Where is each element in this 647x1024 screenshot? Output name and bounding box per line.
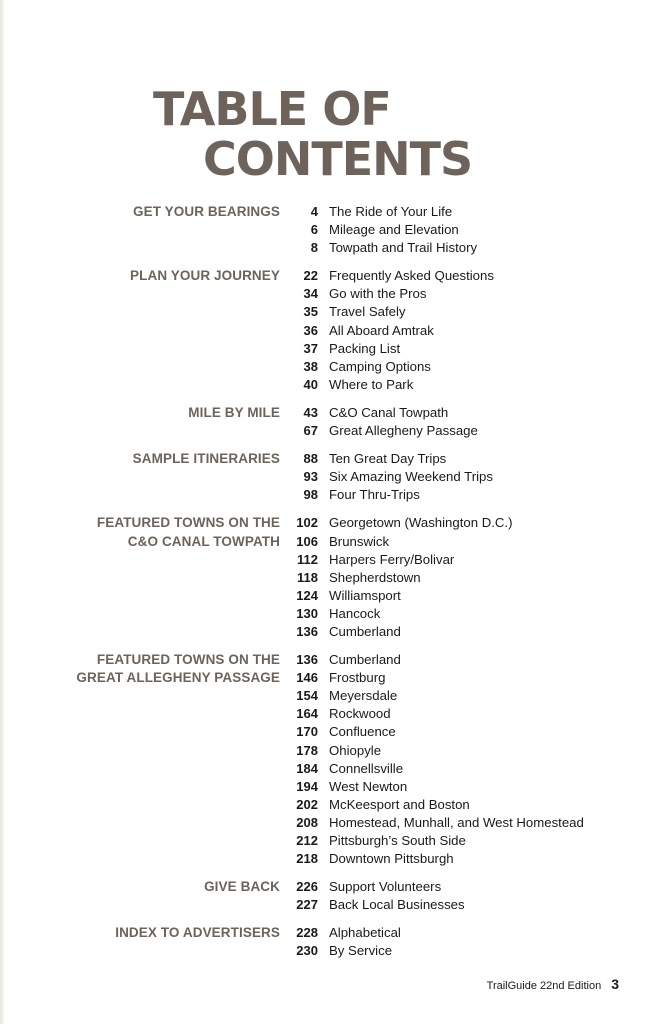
- toc-entry[interactable]: [0, 267, 647, 285]
- toc-entry[interactable]: [0, 687, 647, 705]
- entry-page-number: 118: [297, 569, 318, 585]
- page-title-line-1: TABLE OF: [153, 82, 391, 136]
- entry-page-number: 124: [296, 587, 318, 603]
- entry-page-number: 226: [296, 879, 318, 895]
- section-heading-line: SAMPLE ITINERARIES: [132, 451, 280, 467]
- toc-entry[interactable]: [0, 760, 647, 778]
- entry-title: Rockwood: [329, 706, 391, 722]
- toc-entry[interactable]: [0, 404, 647, 422]
- entry-title: Meyersdale: [329, 688, 398, 704]
- entry-title: Ohiopyle: [329, 742, 382, 758]
- toc-entry[interactable]: [0, 468, 647, 486]
- entry-page-number: 136: [296, 652, 318, 668]
- entry-title: West Newton: [329, 778, 408, 794]
- entry-page-number: 184: [296, 760, 318, 776]
- entry-page-number: 208: [296, 814, 318, 830]
- toc-section: [0, 514, 647, 641]
- section-heading-line: GREAT ALLEGHENY PASSAGE: [76, 670, 280, 686]
- section-heading-line: C&O CANAL TOWPATH: [127, 533, 280, 549]
- entry-title: Packing List: [329, 340, 401, 356]
- page-footer: [487, 976, 619, 992]
- entry-title: Confluence: [329, 724, 396, 740]
- toc-entry[interactable]: [0, 358, 647, 376]
- entry-title: Pittsburgh’s South Side: [329, 833, 466, 848]
- toc-section: [0, 267, 647, 394]
- section-heading-line: GIVE BACK: [204, 879, 280, 895]
- entry-page-number: 37: [303, 340, 318, 356]
- entry-title: Camping Options: [329, 358, 431, 374]
- entry-page-number: 93: [303, 469, 318, 485]
- entry-page-number: 35: [303, 304, 318, 320]
- entry-title: Downtown Pittsburgh: [329, 851, 454, 867]
- toc-entry[interactable]: [0, 723, 647, 741]
- toc-entry[interactable]: [0, 450, 647, 468]
- entry-title: Six Amazing Weekend Trips: [329, 469, 493, 485]
- entry-page-number: 218: [296, 851, 318, 867]
- entry-title: Where to Park: [329, 376, 414, 392]
- entry-page-number: 227: [296, 897, 318, 913]
- entry-page-number: 36: [303, 322, 318, 338]
- toc-entry[interactable]: [0, 239, 647, 257]
- entry-title: Georgetown (Washington D.C.): [329, 515, 513, 531]
- entry-page-number: 194: [296, 778, 318, 794]
- entry-page-number: 136: [296, 623, 318, 639]
- toc-section: [0, 203, 647, 257]
- entry-title: Back Local Businesses: [329, 897, 465, 913]
- toc-entry[interactable]: [0, 942, 647, 960]
- entry-title: Four Thru-Trips: [329, 487, 420, 503]
- entry-page-number: 88: [303, 451, 318, 467]
- toc-entry[interactable]: [0, 742, 647, 760]
- toc-section: [0, 450, 647, 504]
- toc-entry[interactable]: [0, 896, 647, 914]
- entry-page-number: 112: [297, 551, 318, 567]
- entry-page-number: 8: [310, 240, 318, 256]
- entry-title: Cumberland: [329, 623, 401, 639]
- toc-section: [0, 878, 647, 914]
- toc-entry[interactable]: [0, 422, 647, 440]
- toc-entry[interactable]: [0, 623, 647, 641]
- toc-entry[interactable]: [0, 878, 647, 896]
- entry-title: Towpath and Trail History: [329, 240, 478, 256]
- entry-title: C&O Canal Towpath: [329, 404, 449, 420]
- toc-entry[interactable]: [0, 796, 647, 814]
- entry-page-number: 34: [303, 286, 318, 302]
- entry-page-number: 106: [296, 533, 318, 549]
- entry-page-number: 43: [303, 404, 318, 420]
- toc-entry[interactable]: [0, 486, 647, 504]
- edition-label: TrailGuide 22nd Edition: [486, 980, 602, 992]
- entry-title: By Service: [329, 943, 393, 959]
- entry-page-number: 212: [296, 833, 318, 848]
- entry-title: Homestead, Munhall, and West Homestead: [329, 814, 584, 830]
- page-title-line-2: CONTENTS: [203, 132, 473, 186]
- toc-entry[interactable]: [0, 850, 647, 868]
- toc-entry[interactable]: [0, 533, 647, 551]
- entry-title: McKeesport and Boston: [329, 796, 470, 812]
- entry-title: Ten Great Day Trips: [329, 451, 447, 467]
- entry-title: Cumberland: [329, 652, 401, 668]
- entry-title: Shepherdstown: [329, 569, 421, 585]
- entry-page-number: 154: [296, 688, 318, 704]
- toc-entry[interactable]: [0, 778, 647, 796]
- entry-page-number: 38: [303, 358, 318, 374]
- entry-page-number: 178: [296, 742, 318, 758]
- toc-entry[interactable]: [0, 221, 647, 239]
- entry-page-number: 130: [296, 605, 318, 621]
- toc-entry[interactable]: [0, 569, 647, 587]
- toc-entry[interactable]: [0, 340, 647, 358]
- entry-page-number: 146: [296, 670, 318, 686]
- toc-entry[interactable]: [0, 551, 647, 569]
- entry-page-number: 98: [303, 487, 318, 503]
- toc-entry[interactable]: [0, 303, 647, 321]
- entry-title: Harpers Ferry/Bolivar: [329, 551, 455, 567]
- section-heading-line: PLAN YOUR JOURNEY: [130, 268, 280, 284]
- entry-page-number: 170: [296, 724, 318, 740]
- entry-title: Travel Safely: [329, 304, 406, 320]
- toc-entry[interactable]: [0, 322, 647, 340]
- toc-entry[interactable]: [0, 203, 647, 221]
- entry-page-number: 4: [310, 204, 318, 219]
- page-number: 3: [611, 976, 619, 992]
- entry-page-number: 202: [296, 796, 318, 812]
- section-heading-line: FEATURED TOWNS ON THE: [96, 515, 280, 531]
- toc-entry[interactable]: [0, 924, 647, 942]
- entry-page-number: 164: [296, 706, 318, 722]
- entry-title: Frostburg: [329, 670, 386, 686]
- toc-section: [0, 924, 647, 960]
- toc-entry[interactable]: [0, 376, 647, 394]
- entry-title: Mileage and Elevation: [329, 222, 459, 238]
- entry-title: Hancock: [329, 605, 381, 621]
- toc-entry[interactable]: [0, 651, 647, 669]
- entry-page-number: 6: [310, 222, 318, 238]
- toc-entry[interactable]: [0, 814, 647, 832]
- entry-title: The Ride of Your Life: [329, 204, 453, 219]
- entry-title: Williamsport: [329, 587, 401, 603]
- entry-page-number: 67: [303, 423, 318, 439]
- toc-entry[interactable]: [0, 669, 647, 687]
- entry-page-number: 22: [303, 268, 318, 284]
- toc-section: [0, 651, 647, 868]
- table-of-contents: [0, 203, 647, 971]
- entry-title: Brunswick: [329, 533, 390, 549]
- toc-entry[interactable]: [0, 832, 647, 850]
- toc-entry[interactable]: [0, 587, 647, 605]
- toc-entry[interactable]: [0, 514, 647, 532]
- entry-title: Go with the Pros: [329, 286, 427, 302]
- section-heading-line: FEATURED TOWNS ON THE: [96, 652, 280, 668]
- entry-title: Alphabetical: [329, 925, 401, 941]
- entry-title: Support Volunteers: [329, 879, 442, 895]
- section-heading-line: INDEX TO ADVERTISERS: [115, 925, 280, 941]
- entry-title: Great Allegheny Passage: [329, 423, 478, 439]
- entry-page-number: 40: [303, 376, 318, 392]
- section-heading-line: MILE BY MILE: [188, 404, 280, 420]
- entry-title: Frequently Asked Questions: [329, 268, 494, 284]
- toc-entry[interactable]: [0, 705, 647, 723]
- entry-page-number: 230: [296, 943, 318, 959]
- toc-entry[interactable]: [0, 605, 647, 623]
- entry-page-number: 102: [296, 515, 318, 531]
- entry-page-number: 228: [296, 925, 318, 941]
- toc-entry[interactable]: [0, 285, 647, 303]
- entry-title: Connellsville: [329, 760, 404, 776]
- section-heading-line: GET YOUR BEARINGS: [133, 204, 280, 219]
- toc-section: [0, 404, 647, 440]
- entry-title: All Aboard Amtrak: [329, 322, 434, 338]
